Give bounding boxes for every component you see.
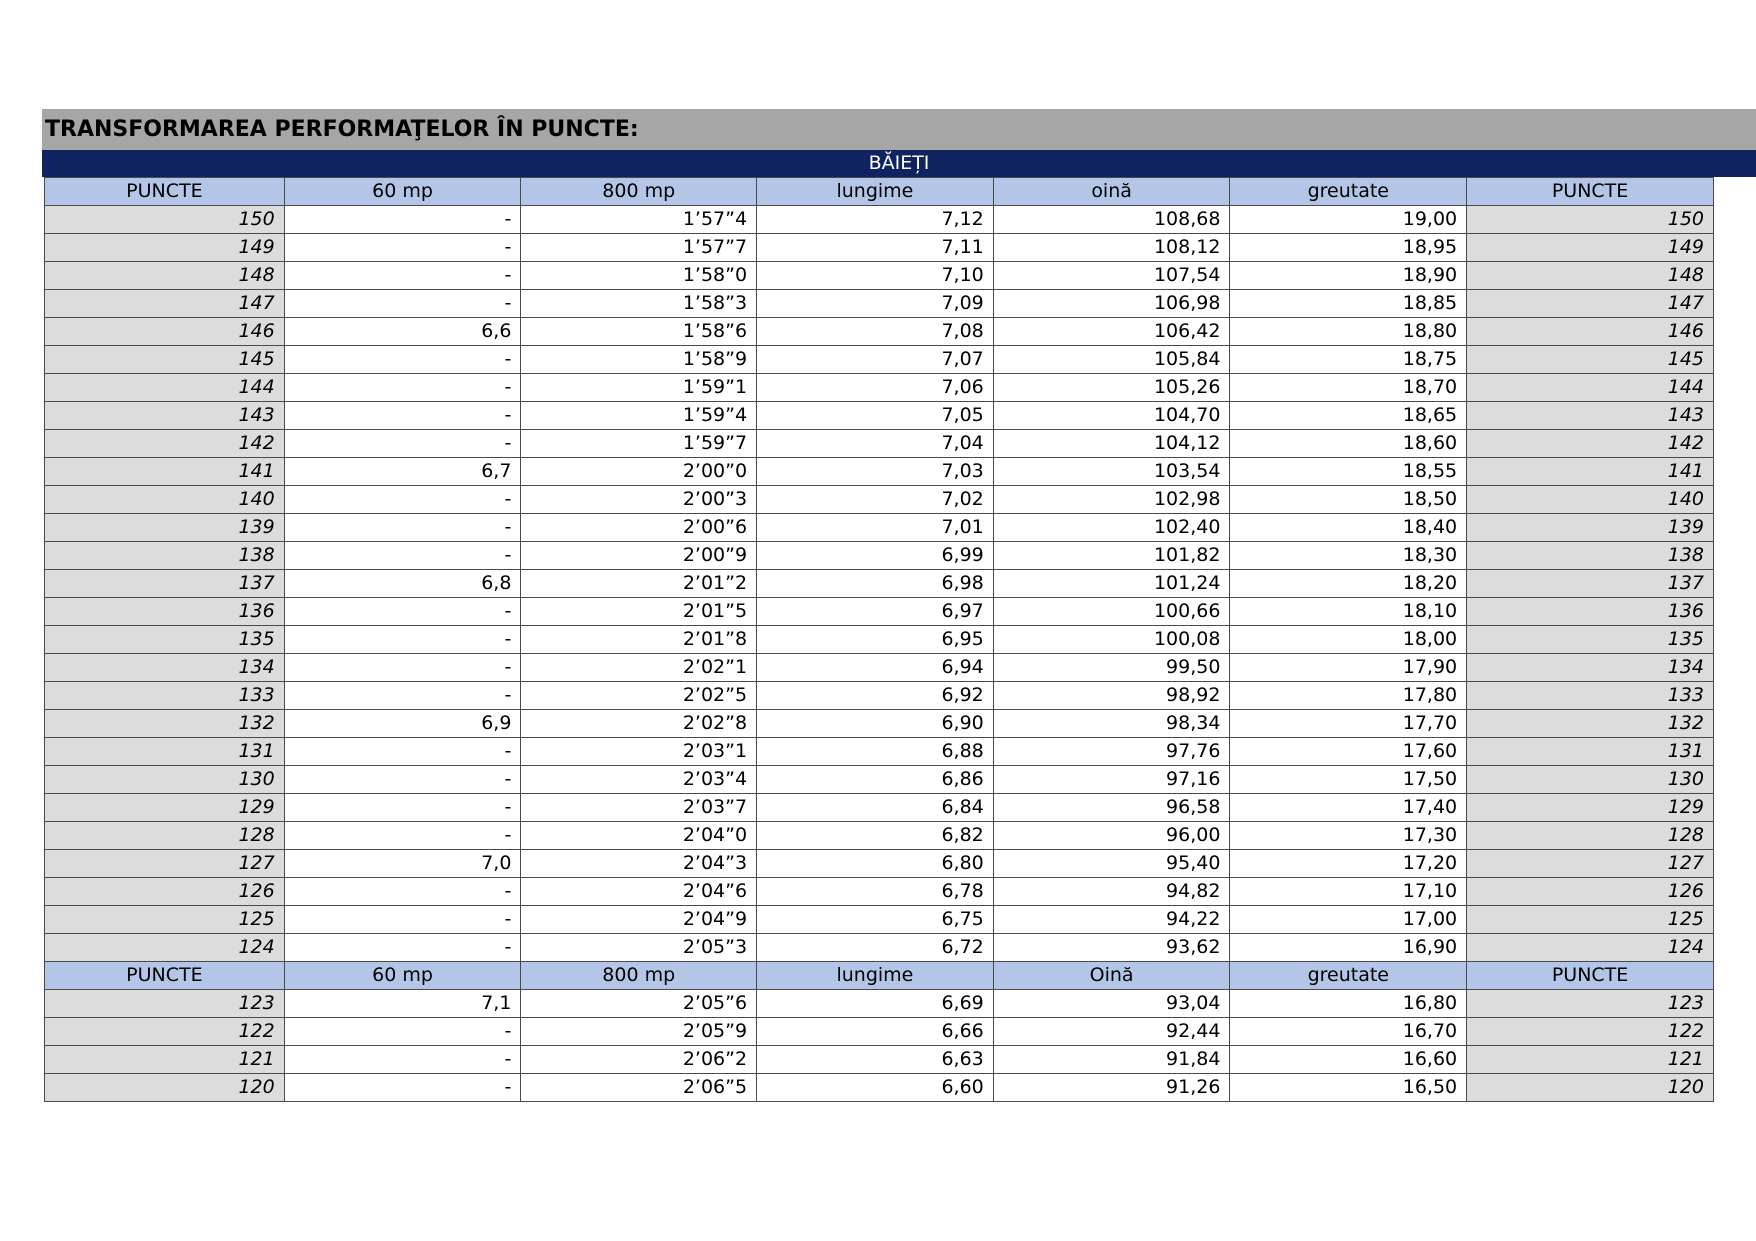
column-header-60mp: 60 mp [284, 178, 521, 206]
table-row [45, 1018, 1714, 1046]
cell-lungime: 7,09 [757, 290, 994, 318]
cell-60mp: - [284, 542, 521, 570]
cell-800mp: 2’05”9 [521, 1018, 757, 1046]
cell-lungime: 6,60 [757, 1074, 994, 1102]
cell-60mp: 6,6 [284, 318, 521, 346]
cell-800mp: 2’01”8 [521, 626, 757, 654]
cell-puncte-right: 133 [1467, 682, 1714, 710]
cell-oina: 95,40 [993, 850, 1230, 878]
cell-60mp: - [284, 682, 521, 710]
cell-60mp: - [284, 514, 521, 542]
cell-60mp: 6,9 [284, 710, 521, 738]
cell-greutate: 18,75 [1230, 346, 1467, 374]
cell-800mp: 1’57”7 [521, 234, 757, 262]
table-row [45, 458, 1714, 486]
cell-800mp: 2’04”0 [521, 822, 757, 850]
table-row [45, 990, 1714, 1018]
cell-lungime: 6,88 [757, 738, 994, 766]
table-row [45, 626, 1714, 654]
table-row [45, 934, 1714, 962]
cell-lungime: 6,94 [757, 654, 994, 682]
table-row [45, 822, 1714, 850]
cell-60mp: - [284, 906, 521, 934]
cell-lungime: 6,75 [757, 906, 994, 934]
cell-puncte-left: 135 [45, 626, 285, 654]
cell-lungime: 6,69 [757, 990, 994, 1018]
cell-800mp: 1’57”4 [521, 206, 757, 234]
cell-puncte-right: 140 [1467, 486, 1714, 514]
cell-oina: 101,24 [993, 570, 1230, 598]
cell-puncte-right: 120 [1467, 1074, 1714, 1102]
cell-60mp: - [284, 1018, 521, 1046]
table-row [45, 430, 1714, 458]
table-row [45, 598, 1714, 626]
cell-oina: 104,12 [993, 430, 1230, 458]
section-header-baieti: BĂIEȚI [42, 150, 1756, 177]
cell-800mp: 2’02”1 [521, 654, 757, 682]
table-row [45, 906, 1714, 934]
column-header-60mp: 60 mp [284, 962, 521, 990]
cell-puncte-left: 121 [45, 1046, 285, 1074]
cell-greutate: 17,60 [1230, 738, 1467, 766]
column-header-800mp: 800 mp [521, 962, 757, 990]
cell-oina: 102,40 [993, 514, 1230, 542]
table-row [45, 402, 1714, 430]
cell-puncte-left: 126 [45, 878, 285, 906]
cell-puncte-left: 136 [45, 598, 285, 626]
table-row [45, 738, 1714, 766]
cell-puncte-left: 137 [45, 570, 285, 598]
cell-oina: 104,70 [993, 402, 1230, 430]
cell-greutate: 18,85 [1230, 290, 1467, 318]
cell-puncte-right: 146 [1467, 318, 1714, 346]
cell-800mp: 2’04”9 [521, 906, 757, 934]
table-row [45, 878, 1714, 906]
column-header-greutate: greutate [1230, 178, 1467, 206]
cell-60mp: - [284, 346, 521, 374]
table-row [45, 346, 1714, 374]
cell-puncte-left: 122 [45, 1018, 285, 1046]
cell-800mp: 2’03”7 [521, 794, 757, 822]
cell-greutate: 17,40 [1230, 794, 1467, 822]
cell-puncte-left: 134 [45, 654, 285, 682]
cell-lungime: 6,63 [757, 1046, 994, 1074]
cell-puncte-right: 136 [1467, 598, 1714, 626]
cell-lungime: 6,86 [757, 766, 994, 794]
cell-greutate: 18,90 [1230, 262, 1467, 290]
cell-puncte-left: 141 [45, 458, 285, 486]
cell-puncte-left: 142 [45, 430, 285, 458]
cell-800mp: 2’00”9 [521, 542, 757, 570]
cell-puncte-left: 144 [45, 374, 285, 402]
cell-puncte-right: 138 [1467, 542, 1714, 570]
cell-lungime: 6,72 [757, 934, 994, 962]
cell-800mp: 2’01”2 [521, 570, 757, 598]
cell-puncte-right: 148 [1467, 262, 1714, 290]
cell-puncte-left: 123 [45, 990, 285, 1018]
cell-60mp: - [284, 290, 521, 318]
cell-greutate: 18,70 [1230, 374, 1467, 402]
cell-oina: 91,26 [993, 1074, 1230, 1102]
cell-puncte-left: 150 [45, 206, 285, 234]
cell-oina: 106,42 [993, 318, 1230, 346]
cell-oina: 94,22 [993, 906, 1230, 934]
table-row [45, 318, 1714, 346]
cell-greutate: 16,50 [1230, 1074, 1467, 1102]
cell-greutate: 17,80 [1230, 682, 1467, 710]
cell-puncte-right: 125 [1467, 906, 1714, 934]
cell-oina: 103,54 [993, 458, 1230, 486]
cell-lungime: 7,10 [757, 262, 994, 290]
cell-greutate: 17,30 [1230, 822, 1467, 850]
cell-puncte-right: 121 [1467, 1046, 1714, 1074]
cell-800mp: 2’03”1 [521, 738, 757, 766]
cell-lungime: 7,07 [757, 346, 994, 374]
cell-greutate: 17,10 [1230, 878, 1467, 906]
column-header-puncte-right: PUNCTE [1467, 962, 1714, 990]
table-row [45, 514, 1714, 542]
cell-puncte-left: 130 [45, 766, 285, 794]
column-header-lungime: lungime [757, 178, 994, 206]
cell-puncte-right: 139 [1467, 514, 1714, 542]
cell-greutate: 18,80 [1230, 318, 1467, 346]
cell-60mp: 6,8 [284, 570, 521, 598]
cell-800mp: 1’58”3 [521, 290, 757, 318]
cell-puncte-left: 140 [45, 486, 285, 514]
cell-greutate: 18,50 [1230, 486, 1467, 514]
cell-puncte-right: 142 [1467, 430, 1714, 458]
cell-oina: 105,26 [993, 374, 1230, 402]
table-row [45, 1046, 1714, 1074]
cell-60mp: - [284, 598, 521, 626]
cell-lungime: 6,82 [757, 822, 994, 850]
cell-oina: 97,76 [993, 738, 1230, 766]
cell-lungime: 6,66 [757, 1018, 994, 1046]
cell-greutate: 18,55 [1230, 458, 1467, 486]
table-row [45, 682, 1714, 710]
cell-oina: 108,68 [993, 206, 1230, 234]
cell-800mp: 1’59”4 [521, 402, 757, 430]
cell-puncte-left: 149 [45, 234, 285, 262]
page-title: TRANSFORMAREA PERFORMAŢELOR ÎN PUNCTE: [42, 109, 1756, 150]
cell-60mp: - [284, 402, 521, 430]
column-header-puncte-right: PUNCTE [1467, 178, 1714, 206]
cell-oina: 96,00 [993, 822, 1230, 850]
cell-puncte-left: 131 [45, 738, 285, 766]
cell-lungime: 7,08 [757, 318, 994, 346]
cell-800mp: 2’05”6 [521, 990, 757, 1018]
cell-60mp: - [284, 262, 521, 290]
cell-800mp: 1’58”6 [521, 318, 757, 346]
cell-lungime: 6,98 [757, 570, 994, 598]
table-row [45, 1074, 1714, 1102]
cell-60mp: 7,0 [284, 850, 521, 878]
cell-puncte-left: 145 [45, 346, 285, 374]
cell-puncte-right: 135 [1467, 626, 1714, 654]
cell-puncte-right: 137 [1467, 570, 1714, 598]
cell-60mp: - [284, 654, 521, 682]
table-row [45, 766, 1714, 794]
cell-puncte-left: 147 [45, 290, 285, 318]
cell-60mp: - [284, 934, 521, 962]
cell-greutate: 18,60 [1230, 430, 1467, 458]
table-row [45, 290, 1714, 318]
column-header-greutate: greutate [1230, 962, 1467, 990]
table-row [45, 710, 1714, 738]
cell-oina: 99,50 [993, 654, 1230, 682]
table-row [45, 850, 1714, 878]
cell-greutate: 18,95 [1230, 234, 1467, 262]
cell-800mp: 2’00”0 [521, 458, 757, 486]
table-row [45, 542, 1714, 570]
cell-60mp: - [284, 794, 521, 822]
cell-puncte-right: 141 [1467, 458, 1714, 486]
cell-800mp: 1’58”0 [521, 262, 757, 290]
cell-greutate: 18,20 [1230, 570, 1467, 598]
table-row [45, 486, 1714, 514]
cell-greutate: 16,70 [1230, 1018, 1467, 1046]
cell-800mp: 2’04”3 [521, 850, 757, 878]
cell-oina: 107,54 [993, 262, 1230, 290]
cell-60mp: - [284, 878, 521, 906]
cell-puncte-right: 134 [1467, 654, 1714, 682]
cell-800mp: 1’58”9 [521, 346, 757, 374]
cell-lungime: 6,97 [757, 598, 994, 626]
cell-greutate: 19,00 [1230, 206, 1467, 234]
cell-puncte-right: 147 [1467, 290, 1714, 318]
table-row [45, 794, 1714, 822]
cell-greutate: 18,00 [1230, 626, 1467, 654]
cell-oina: 98,92 [993, 682, 1230, 710]
cell-800mp: 2’01”5 [521, 598, 757, 626]
cell-60mp: 6,7 [284, 458, 521, 486]
column-header-800mp: 800 mp [521, 178, 757, 206]
cell-60mp: - [284, 822, 521, 850]
cell-oina: 92,44 [993, 1018, 1230, 1046]
cell-greutate: 18,10 [1230, 598, 1467, 626]
cell-puncte-right: 129 [1467, 794, 1714, 822]
cell-greutate: 16,90 [1230, 934, 1467, 962]
cell-lungime: 7,12 [757, 206, 994, 234]
cell-puncte-left: 138 [45, 542, 285, 570]
cell-puncte-left: 120 [45, 1074, 285, 1102]
cell-lungime: 7,04 [757, 430, 994, 458]
cell-lungime: 7,02 [757, 486, 994, 514]
cell-800mp: 2’02”5 [521, 682, 757, 710]
column-header-oina: oină [993, 178, 1230, 206]
cell-60mp: 7,1 [284, 990, 521, 1018]
cell-oina: 93,62 [993, 934, 1230, 962]
cell-greutate: 17,20 [1230, 850, 1467, 878]
cell-puncte-right: 128 [1467, 822, 1714, 850]
cell-60mp: - [284, 206, 521, 234]
cell-oina: 96,58 [993, 794, 1230, 822]
cell-lungime: 6,90 [757, 710, 994, 738]
cell-oina: 93,04 [993, 990, 1230, 1018]
cell-puncte-right: 130 [1467, 766, 1714, 794]
column-header-puncte-left: PUNCTE [45, 178, 285, 206]
cell-lungime: 7,06 [757, 374, 994, 402]
cell-puncte-right: 132 [1467, 710, 1714, 738]
cell-puncte-right: 144 [1467, 374, 1714, 402]
table-row [45, 570, 1714, 598]
cell-puncte-right: 131 [1467, 738, 1714, 766]
cell-800mp: 2’02”8 [521, 710, 757, 738]
cell-60mp: - [284, 430, 521, 458]
cell-puncte-left: 132 [45, 710, 285, 738]
cell-lungime: 6,80 [757, 850, 994, 878]
table-header-row [45, 962, 1714, 990]
cell-puncte-right: 123 [1467, 990, 1714, 1018]
cell-oina: 105,84 [993, 346, 1230, 374]
cell-lungime: 6,92 [757, 682, 994, 710]
cell-800mp: 2’00”3 [521, 486, 757, 514]
cell-oina: 94,82 [993, 878, 1230, 906]
cell-puncte-left: 143 [45, 402, 285, 430]
table-row [45, 234, 1714, 262]
cell-puncte-right: 126 [1467, 878, 1714, 906]
cell-60mp: - [284, 626, 521, 654]
cell-puncte-right: 127 [1467, 850, 1714, 878]
cell-puncte-left: 129 [45, 794, 285, 822]
cell-puncte-right: 143 [1467, 402, 1714, 430]
cell-greutate: 17,90 [1230, 654, 1467, 682]
cell-lungime: 7,01 [757, 514, 994, 542]
cell-oina: 100,08 [993, 626, 1230, 654]
cell-oina: 98,34 [993, 710, 1230, 738]
cell-oina: 108,12 [993, 234, 1230, 262]
cell-puncte-right: 150 [1467, 206, 1714, 234]
table-row [45, 374, 1714, 402]
cell-greutate: 16,80 [1230, 990, 1467, 1018]
cell-800mp: 2’06”2 [521, 1046, 757, 1074]
cell-800mp: 1’59”7 [521, 430, 757, 458]
column-header-puncte-left: PUNCTE [45, 962, 285, 990]
cell-60mp: - [284, 766, 521, 794]
cell-800mp: 2’05”3 [521, 934, 757, 962]
cell-greutate: 18,65 [1230, 402, 1467, 430]
cell-60mp: - [284, 374, 521, 402]
cell-puncte-right: 124 [1467, 934, 1714, 962]
cell-lungime: 7,11 [757, 234, 994, 262]
table-row [45, 206, 1714, 234]
cell-puncte-right: 149 [1467, 234, 1714, 262]
cell-greutate: 18,30 [1230, 542, 1467, 570]
cell-60mp: - [284, 738, 521, 766]
column-header-lungime: lungime [757, 962, 994, 990]
cell-puncte-left: 133 [45, 682, 285, 710]
table-row [45, 654, 1714, 682]
cell-oina: 100,66 [993, 598, 1230, 626]
cell-60mp: - [284, 1074, 521, 1102]
cell-puncte-left: 125 [45, 906, 285, 934]
cell-oina: 91,84 [993, 1046, 1230, 1074]
cell-greutate: 18,40 [1230, 514, 1467, 542]
cell-lungime: 7,03 [757, 458, 994, 486]
cell-puncte-left: 128 [45, 822, 285, 850]
cell-lungime: 6,95 [757, 626, 994, 654]
cell-60mp: - [284, 1046, 521, 1074]
cell-oina: 102,98 [993, 486, 1230, 514]
cell-puncte-left: 127 [45, 850, 285, 878]
cell-greutate: 17,70 [1230, 710, 1467, 738]
cell-lungime: 6,78 [757, 878, 994, 906]
cell-puncte-left: 148 [45, 262, 285, 290]
cell-lungime: 6,84 [757, 794, 994, 822]
cell-oina: 97,16 [993, 766, 1230, 794]
cell-greutate: 17,00 [1230, 906, 1467, 934]
cell-puncte-right: 145 [1467, 346, 1714, 374]
cell-puncte-left: 124 [45, 934, 285, 962]
cell-800mp: 2’04”6 [521, 878, 757, 906]
cell-greutate: 16,60 [1230, 1046, 1467, 1074]
cell-greutate: 17,50 [1230, 766, 1467, 794]
points-table [44, 177, 1714, 1102]
cell-puncte-left: 139 [45, 514, 285, 542]
column-header-oina: Oină [993, 962, 1230, 990]
cell-800mp: 2’03”4 [521, 766, 757, 794]
cell-lungime: 6,99 [757, 542, 994, 570]
cell-puncte-right: 122 [1467, 1018, 1714, 1046]
cell-oina: 106,98 [993, 290, 1230, 318]
cell-60mp: - [284, 234, 521, 262]
cell-oina: 101,82 [993, 542, 1230, 570]
cell-puncte-left: 146 [45, 318, 285, 346]
cell-lungime: 7,05 [757, 402, 994, 430]
cell-800mp: 2’00”6 [521, 514, 757, 542]
table-header-row [45, 178, 1714, 206]
table-row [45, 262, 1714, 290]
cell-800mp: 1’59”1 [521, 374, 757, 402]
cell-800mp: 2’06”5 [521, 1074, 757, 1102]
cell-60mp: - [284, 486, 521, 514]
